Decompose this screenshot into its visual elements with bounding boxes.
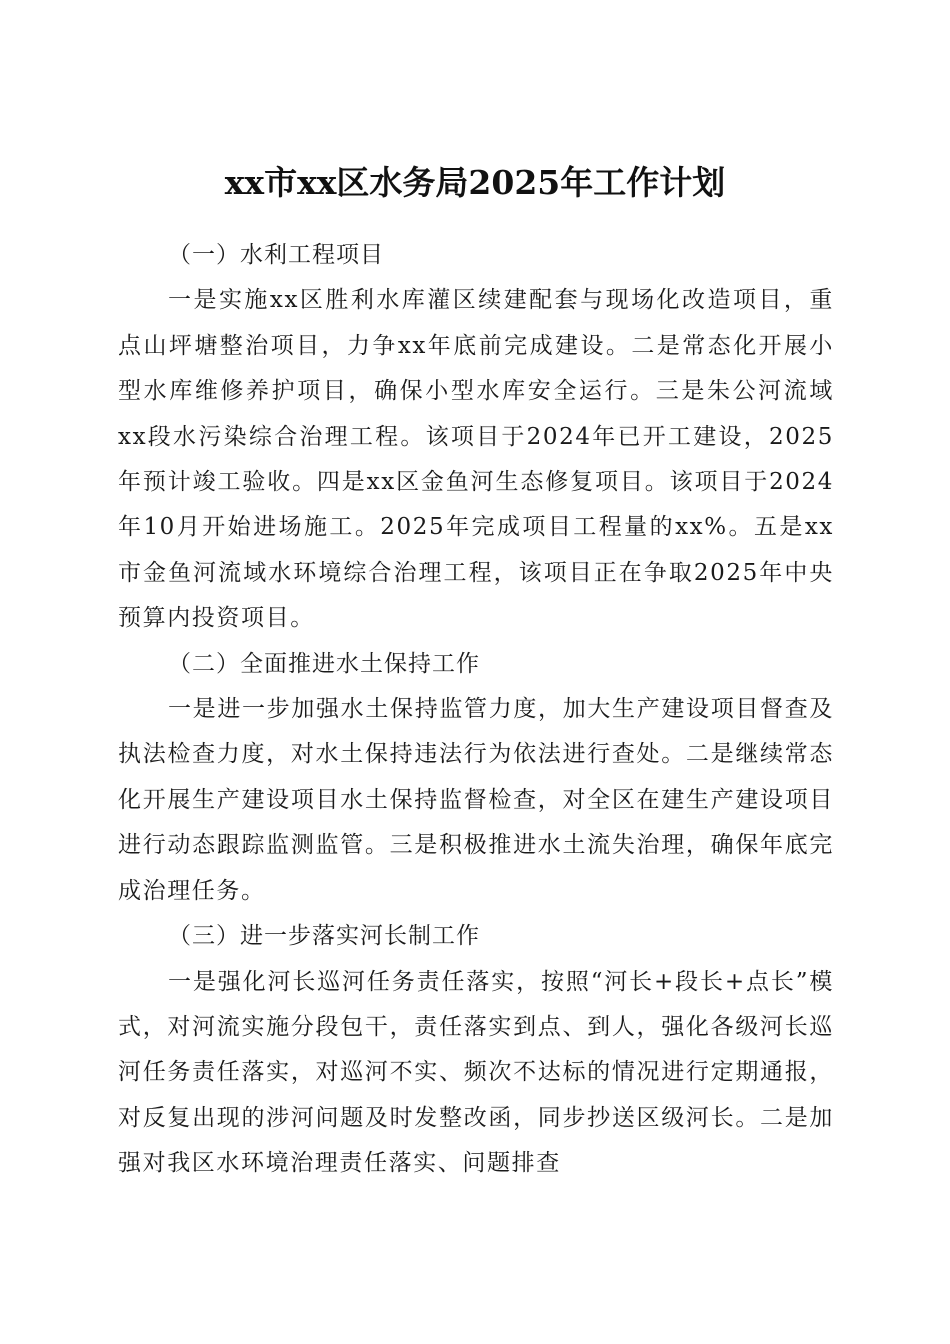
section-heading-1: （一）水利工程项目 bbox=[168, 242, 384, 268]
section-paragraph-1: 一是实施xx区胜利水库灌区续建配套与现场化改造项目，重点山坪塘整治项目，力争xx年底前完成建设。二是常态化开展小型水库维修养护项目，确保小型水库安全运行。三是朱公河流域xx段水污染综合治理工程。该项目于2024年已开工建设，2025年预计竣工验收。四是xx区金鱼河生态修复项目。该项目于2024年10月开始进场施工。2025年完成项目工程量的xx%。五是xx市金鱼河流域水环境综合治理工程，该项目正在争取2025年中央预算内投资项目。 bbox=[118, 287, 834, 632]
section-paragraph-3: 一是强化河长巡河任务责任落实，按照“河长+段长+点长”模式，对河流实施分段包干，责任落实到点、到人，强化各级河长巡河任务责任落实，对巡河不实、频次不达标的情况进行定期通报，对反复出现的涉河问题及时发整改函，同步抄送区级河长。二是加强对我区水环境治理责任落实、问题排查 bbox=[118, 968, 834, 1177]
section-heading-2: （二）全面推进水土保持工作 bbox=[168, 650, 480, 677]
document-title: xx市xx区水务局2025年工作计划 bbox=[224, 163, 726, 203]
section-paragraph-2: 一是进一步加强水土保持监管力度，加大生产建设项目督查及执法检查力度，对水土保持违法行为依法进行查处。二是继续常态化开展生产建设项目水土保持监督检查，对全区在建生产建设项目进行动态跟踪监测监管。三是积极推进水土流失治理，确保年底完成治理任务。 bbox=[118, 696, 834, 904]
section-heading-3: （三）进一步落实河长制工作 bbox=[168, 923, 480, 950]
document-body bbox=[118, 233, 834, 1187]
